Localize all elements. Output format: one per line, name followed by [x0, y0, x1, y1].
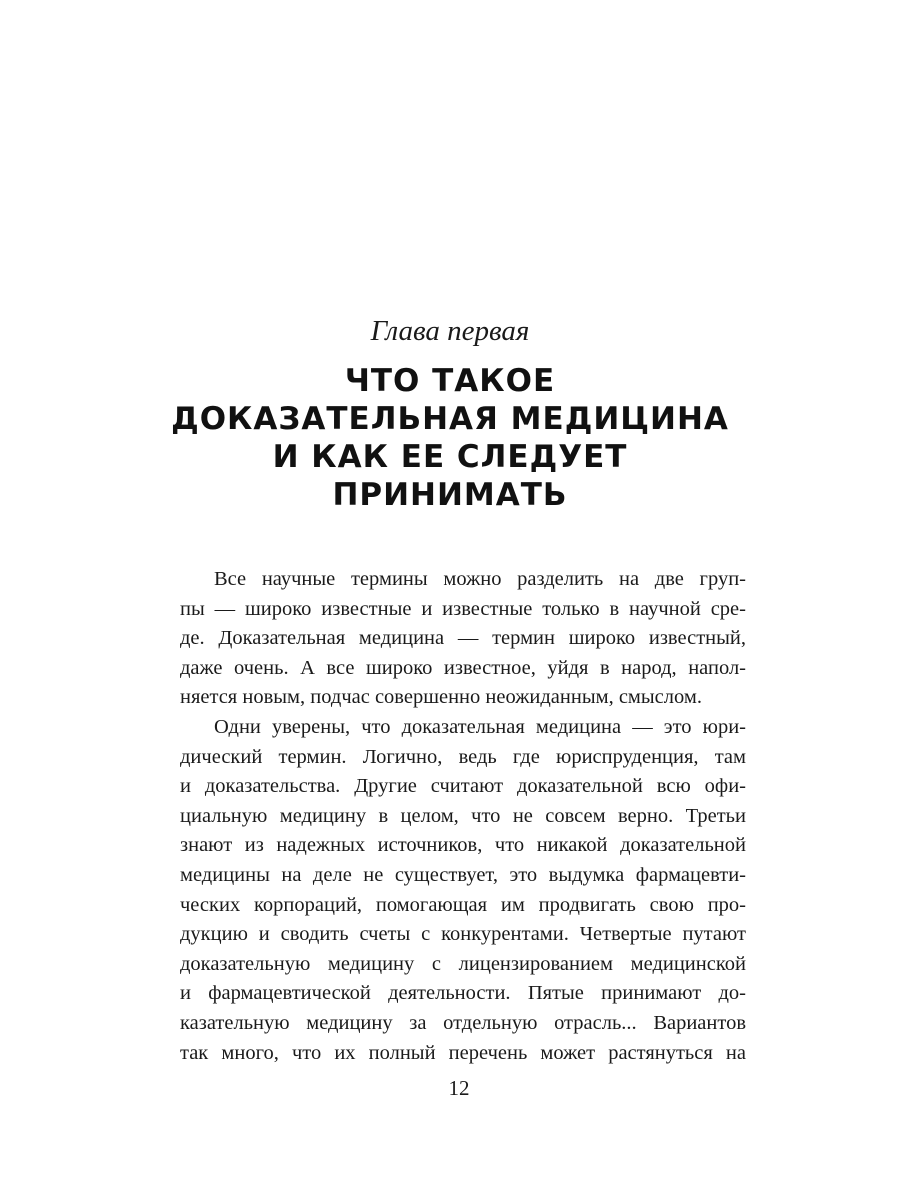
text-line: Одни уверены, что доказательная медицина — это юри-	[214, 715, 746, 738]
text-line: Все научные термины можно разделить на две груп-	[214, 568, 746, 590]
text-line: так много, что их полный перечень может растянуться на	[180, 1041, 746, 1064]
text-line: ческих корпораций, помогающая им продвигать свою про-	[180, 893, 746, 916]
text-line: и фармацевтической деятельности. Пятые принимают до-	[180, 982, 746, 1005]
body-text	[180, 565, 746, 1068]
paragraph-1	[180, 565, 746, 713]
text-line: дукцию и сводить счеты с конкурентами. Четвертые путают	[180, 923, 746, 946]
text-line: доказательную медицину с лицензированием медицинской	[180, 952, 746, 975]
text-line: даже очень. А все широко известное, уйдя в народ, напол-	[180, 656, 746, 679]
chapter-title-line: ПРИНИМАТЬ	[332, 477, 568, 513]
text-line: знают из надежных источников, что никакой доказательной	[180, 834, 746, 857]
text-line: казательную медицину за отдельную отрасль... Вариантов	[180, 1011, 746, 1034]
text-line: няется новым, подчас совершенно неожиданным, смыслом.	[180, 686, 702, 709]
chapter-title-line: ЧТО ТАКОЕ	[344, 363, 556, 399]
text-line: и доказательства. Другие считают доказательной всю офи-	[180, 775, 746, 798]
paragraph-2	[180, 713, 746, 1068]
chapter-title-line: ДОКАЗАТЕЛЬНАЯ МЕДИЦИНА	[171, 401, 729, 437]
text-line: медицины на деле не существует, это выдумка фармацевти-	[180, 863, 746, 886]
text-line: дический термин. Логично, ведь где юриспруденция, там	[180, 745, 746, 768]
page-number: 12	[448, 1076, 470, 1100]
text-line: де. Доказательная медицина — термин широко известный,	[180, 627, 746, 650]
chapter-label: Глава первая	[370, 315, 530, 347]
text-line: пы — широко известные и известные только в научной сре-	[180, 597, 746, 620]
chapter-title	[0, 362, 900, 514]
chapter-title-line: И КАК ЕЕ СЛЕДУЕТ	[272, 439, 628, 475]
text-line: циальную медицину в целом, что не совсем верно. Третьи	[180, 804, 746, 827]
